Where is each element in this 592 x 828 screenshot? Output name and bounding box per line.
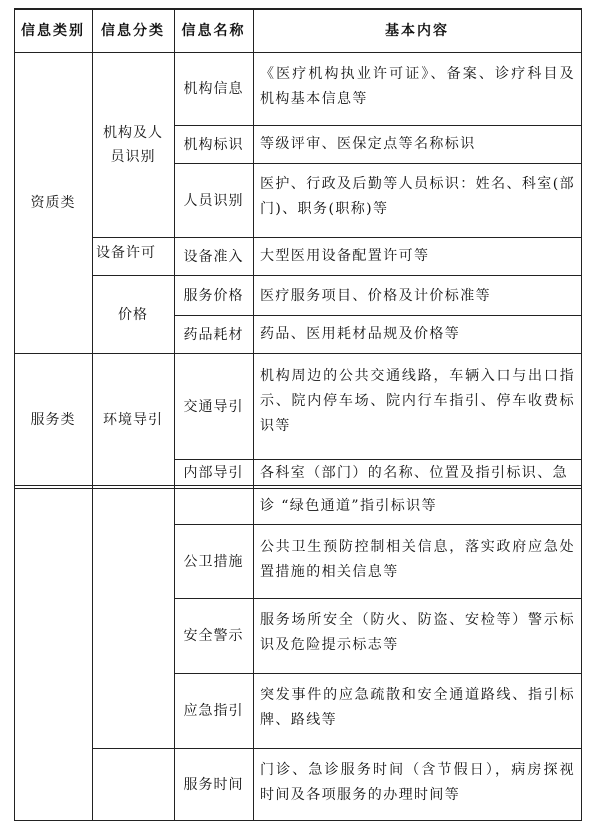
page-break-top [14, 488, 582, 489]
name-cell: 药品耗材 [183, 326, 244, 343]
category-service: 服务类 [30, 411, 76, 428]
subcategory-institution-personnel [92, 53, 174, 237]
name-cell: 服务价格 [183, 287, 244, 304]
table-bottom-border [14, 820, 582, 821]
name-cell: 公卫措施 [183, 553, 244, 570]
subcategory-environment-guide: 环境导引 [103, 411, 163, 428]
content-cell: 药品、医用耗材品规及价格等 [260, 326, 461, 342]
name-cell: 设备准入 [183, 248, 244, 265]
content-cell: 大型医用设备配置许可等 [260, 248, 430, 264]
content-cell: 诊 “绿色通道”指引标识等 [260, 498, 437, 514]
content-cell: 服务场所安全（防火、防盗、安检等）警示标识及危险提示标志等 [260, 612, 575, 653]
name-cell: 应急指引 [183, 703, 244, 719]
name-cell: 机构信息 [183, 81, 244, 97]
content-cell: 等级评审、医保定点等名称标识 [260, 136, 476, 152]
content-cell: 门诊、急诊服务时间（含节假日），病房探视时间及各项服务的办理时间等 [260, 762, 575, 803]
header-category: 信息类别 [21, 23, 85, 39]
header-classification: 信息分类 [101, 23, 165, 39]
header-name: 信息名称 [181, 23, 246, 39]
content-cell: 医护、行政及后勤等人员标识：姓名、科室(部门)、职务(职称)等 [260, 176, 575, 217]
name-cell: 人员识别 [183, 192, 244, 209]
name-cell: 内部导引 [183, 464, 244, 481]
table-right-border [581, 8, 582, 821]
content-cell: 公共卫生预防控制相关信息，落实政府应急处置措施的相关信息等 [260, 539, 575, 580]
subcategory-price: 价格 [118, 306, 148, 323]
content-cell: 机构周边的公共交通线路，车辆入口与出口指示、院内停车场、院内行车指引、停车收费标识等 [260, 368, 575, 434]
name-cell: 机构标识 [183, 136, 244, 153]
content-cell: 各科室（部门）的名称、位置及指引标识、急 [260, 465, 568, 481]
content-cell: 《医疗机构执业许可证》、备案、诊疗科目及机构基本信息等 [260, 66, 575, 107]
header-content: 基本内容 [385, 23, 449, 39]
name-cell: 安全警示 [183, 628, 244, 644]
content-cell: 医疗服务项目、价格及计价标准等 [260, 288, 491, 304]
name-cell: 交通导引 [183, 398, 244, 415]
subcategory-label: 机构及人员识别 [103, 125, 163, 165]
subcategory-equipment-permit: 设备许可 [96, 244, 156, 261]
category-qualification: 资质类 [30, 195, 76, 211]
row-divider [92, 748, 582, 749]
content-cell: 突发事件的应急疏散和安全通道路线、指引标牌、路线等 [260, 687, 575, 728]
name-cell: 服务时间 [183, 776, 244, 793]
